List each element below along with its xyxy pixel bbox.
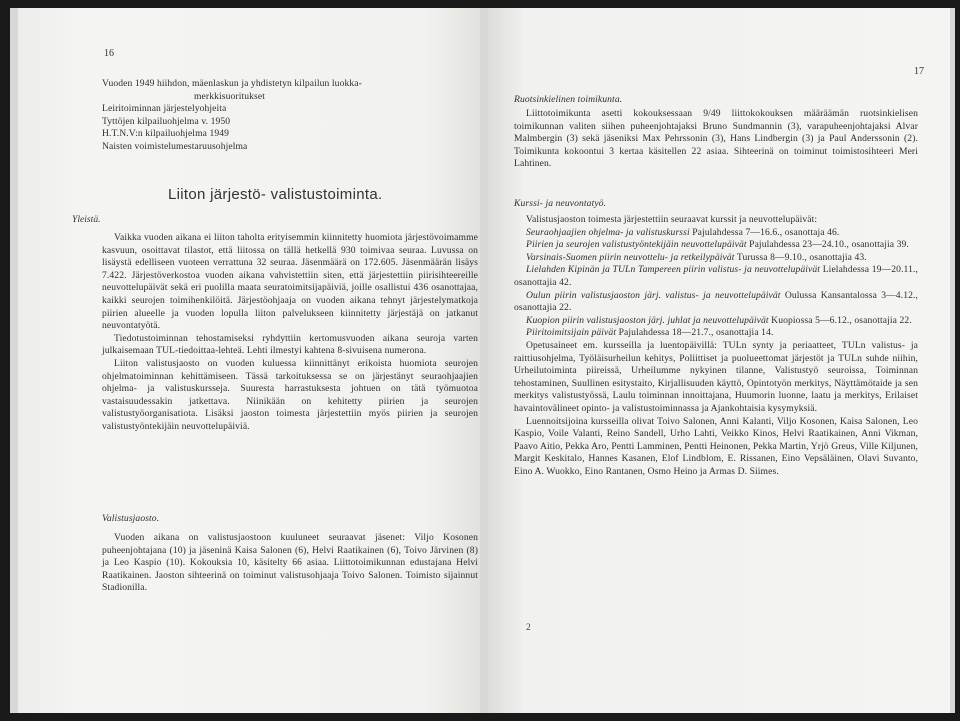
list-item: Leiritoiminnan järjestelyohjeita	[102, 103, 227, 115]
course-name: Piirien ja seurojen valistustyöntekijäin neuvottelupäivät	[526, 239, 747, 251]
subsection-title: Ruotsinkielinen toimikunta.	[514, 94, 623, 105]
paragraph: Luennoitsijoina kursseilla olivat Toivo Salonen, Anni Kalanti, Viljo Kosonen, Kaisa Salonen, Leo Kaspio, Voile Valanti, Reino Sandell, Urho Lahti, Veikko Kinos, Helvi Raatikainen, Anni Vikman, Paavo Aitio, Pekka Aro, Pentti Lamminen, Pentti Heinonen, Pekka Martin, Yrjö Greus, Ville Kiljunen, Margit Keskitalo, Hannes Kasanen, Elof Lindblom, E. Rissanen, Eino Vepsäläinen, Olavi Suvanto, Eino A. Wuokko, Eino Rantanen, Osmo Heino ja Armas D. Siimes.	[514, 415, 918, 477]
right-page	[488, 8, 950, 713]
course-place: Pajulahdessa 23—24.10., osanottajia 39.	[746, 239, 909, 251]
list-item	[514, 252, 918, 265]
paragraph-text: Vuoden aikana on valistusjaostoon kuuluneet seuraavat jäsenet: Viljo Kosonen puheenjohtajana (10) ja jäseninä Kaisa Salonen (6), Helvi Raatikainen (6), Toivo Järvinen (8) ja Leo Kaspio (10). Kokouksia 10, käsitelty 66 asiaa. Liittotoimikunnan edustajana Helvi Raatikainen. Jaoston sihteerinä on toiminut valistusohjaaja Toivo Salonen. Toimisto sijainnut Stadionilla.	[102, 532, 478, 594]
paragraph: Opetusaineet em. kursseilla ja luentopäivillä: TULn synty ja periaatteet, TULn valistus- ja raittiusohjelma, Työläisurheilun kehitys, Poliittiset ja puolueettomat järjestöt ja TULn suhde niihin, Urheilutoiminta piireissä, Urheilumme nykyinen tilanne, Valistustyö seuroissa, Toiminnan tehostaminen, Suullinen esitystaito, Kirjallisuuden käyttö, Opintotyön merkitys, Näyttämötaide ja sen merkitys valistustyössä, Laulu toiminnan innoittajana, Huumorin luonne, laatu ja merkitys, Erilaiset havaintovälineet opinto- ja valistustoiminnassa ja Ajankohtaisia kysymyksiä.	[514, 339, 918, 414]
course-name: Lielahden Kipinän ja TULn Tampereen piirin valistus- ja neuvottelupäivät	[526, 264, 821, 276]
course-place: Pajulahdessa 18—21.7., osanottajia 14.	[616, 327, 774, 339]
list-item	[514, 290, 918, 315]
course-name: Kuopion piirin valistusjaoston järj. juhlat ja neuvottelupäivät	[526, 314, 769, 326]
subsection-title: Kurssi- ja neuvontatyö.	[514, 198, 607, 209]
paragraph	[514, 108, 918, 171]
course-name: Seuraohjaajien ohjelma- ja valistuskurssi	[526, 226, 690, 238]
paragraph-text: Liittotoimikunta asetti kokouksessaan 9/49 liittokokouksen määräämän ruotsinkielisen toimikunnan valiten siihen puheenjohtajaksi Bruno Sundmannin (3), varapuheenjohtajaksi Alvar Malmbergin (3) sekä jäseniksi Max Pehrssonin (3), Hans Lindbergin (3) ja Paul Anderssonin (2). Toimikunta kokoontui 3 kertaa käsitellen 22 asiaa. Sihteerinä on toiminut toimistosihteeri Meri Lahtinen.	[514, 108, 918, 170]
margin-note: Yleistä.	[72, 214, 101, 225]
list-item	[514, 315, 918, 328]
course-place: Lielahdessa 19—20.11., osanottajia 42.	[514, 264, 918, 288]
course-list	[514, 214, 918, 478]
list-item: Tyttöjen kilpailuohjelma v. 1950	[102, 115, 231, 127]
list-item: Naisten voimistelumestaruusohjelma	[102, 140, 248, 152]
paragraph: Tiedotustoiminnan tehostamiseksi ryhdyttiin kertomusvuoden aikana seuroja varten julkaisemaan TUL-tiedoittaa-lehteä. Lehti ilmestyi kahtena 8-sivuisena numerona.	[102, 332, 478, 357]
page-number: 16	[104, 48, 114, 59]
list-item	[514, 327, 918, 340]
paragraph-text: Valistusjaoston toimesta järjestettiin seuraavat kurssit ja neuvottelupäivät:	[526, 214, 818, 225]
list-item: merkkisuoritukset	[194, 90, 265, 102]
left-page	[18, 8, 480, 713]
paragraph: Liiton valistusjaosto on vuoden kuluessa kiinnittänyt erikoista huomiota seurojen ohjelmatoiminnan kehittämiseen. Tässä tarkoituksessa se on järjestänyt seuraohjaajien ohjelma- ja valistuskursseja. Suuresta harrastuksesta johtuen on tätä työmuotoa vastaisuudessakin jatkettava. Niinikään on kehitetty piirien ja seurojen valistustyöorganisatiota. Lisäksi jaoston toimesta järjestettiin myös piirien ja seurojen valistustyöntekijäin neuvottelupäiviä.	[102, 357, 478, 432]
list-item	[514, 264, 918, 289]
course-place: Kuopiossa 5—6.12., osanottajia 22.	[768, 314, 912, 326]
paragraph: Vaikka vuoden aikana ei liiton taholta erityisemmin kiinnitetty huomiota järjestövoimamme kasvuun, osoittavat tilastot, että liitossa on tällä hetkellä 930 toimivaa seuraa. Luvussa on lisäystä edelliseen vuoteen verrattuna 32 seuraa. Jäsenmäärä on 172.605. Jäsenmäärän lisäys 7.422. Järjestöverkostoa vuoden aikana vahvistettiin siten, että järjestettiin piirisihteereille neuvottelupäivät sekä eri puolilla maata seuratoimitsijapäiviä, joille osallistui 436 osanottajaa, kaikki seurojen toimihenkilöitä. Järjestöohjaaja on vuoden aikana tehnyt järjestelymatkoja piirien alueelle ja vuoden lopulla liiton palvelukseen kiinnitetty järjestäjä on jatkanut neuvontatyötä.	[102, 232, 478, 332]
subsection-title: Valistusjaosto.	[102, 513, 160, 524]
course-place: Turussa 8—9.10., osanottajia 43.	[734, 251, 867, 263]
list-item	[514, 239, 918, 252]
list-item: H.T.N.V:n kilpailuohjelma 1949	[102, 128, 230, 140]
contents-list	[102, 78, 478, 154]
course-place: Oulussa Kansantalossa 3—4.12., osanottajia 22.	[514, 289, 918, 314]
body-text	[102, 232, 478, 434]
course-name: Oulun piirin valistusjaoston järj. valistus- ja neuvottelupäivät	[526, 289, 781, 301]
book-spread	[10, 8, 955, 713]
list-item	[514, 227, 918, 240]
footer-number: 2	[526, 622, 531, 633]
course-name: Varsinais-Suomen piirin neuvottelu- ja retkeilypäivät	[526, 251, 735, 263]
list-item: Vuoden 1949 hiihdon, mäenlaskun ja yhdistetyn kilpailun luokka-	[102, 78, 362, 89]
course-name: Piiritoimitsijain päivät	[526, 327, 617, 339]
paragraph	[102, 532, 478, 595]
section-heading: Liiton järjestö- valistustoiminta.	[168, 186, 383, 203]
course-place: Pajulahdessa 7—16.6., osanottaja 46.	[689, 226, 840, 238]
page-number: 17	[914, 66, 924, 77]
